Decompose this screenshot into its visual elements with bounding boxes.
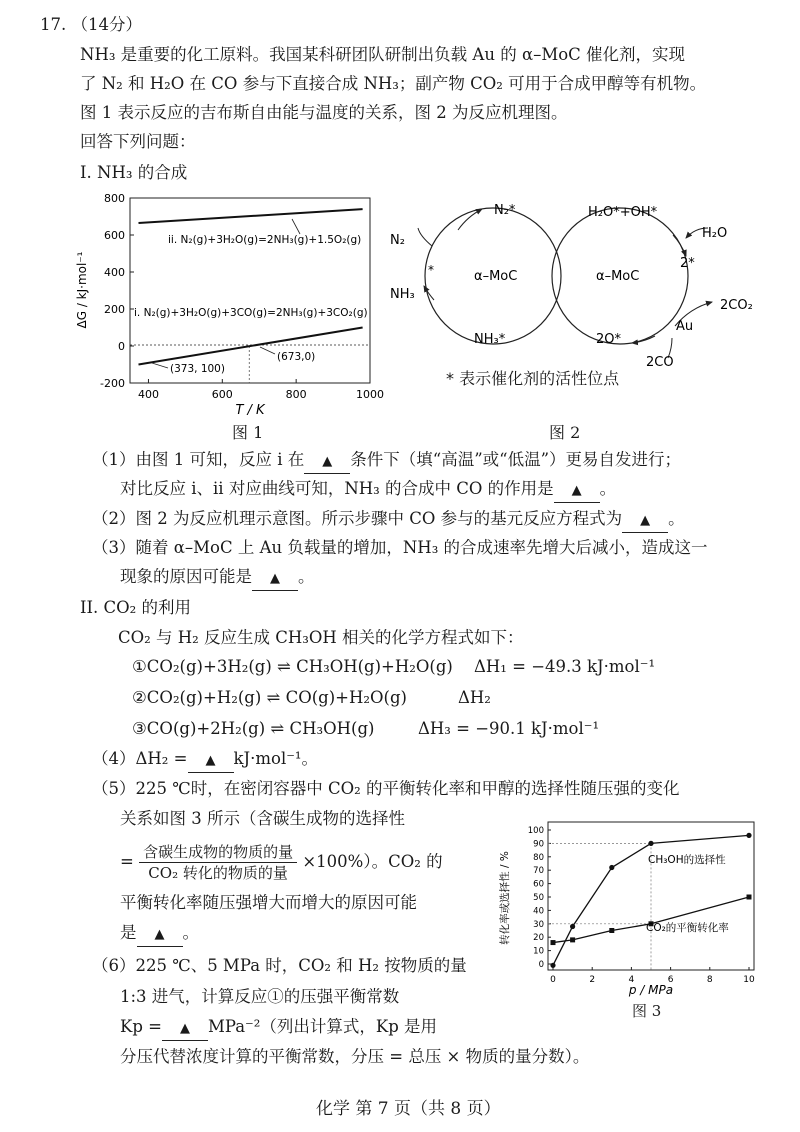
q3-text-b: 现象的原因可能是 — [120, 567, 252, 586]
q6-line-3 — [120, 1016, 437, 1041]
answer-blank-q6[interactable]: ▲ — [162, 1018, 208, 1041]
n2star-label: N₂* — [494, 203, 516, 218]
section-2-intro: CO₂ 与 H₂ 反应生成 CH₃OH 相关的化学方程式如下： — [118, 628, 524, 647]
q2-text-a: （2）图 2 为反应机理示意图。所示步骤中 CO 参与的基元反应方程式为 — [92, 509, 623, 528]
x-tick-label: 2 — [589, 975, 596, 985]
y-tick-label: 0 — [538, 960, 544, 970]
ch3oh-point — [746, 833, 751, 838]
twostar-label: 2* — [680, 256, 695, 271]
x-tick-label: 8 — [706, 975, 713, 985]
figure-1-caption: 图 1 — [232, 423, 264, 442]
page-footer: 化学 第 7 页（共 8 页） — [316, 1099, 501, 1119]
y-tick-label: -200 — [100, 377, 125, 390]
y-tick-label: 80 — [533, 852, 544, 863]
q5-percent-text: ×100%）。CO₂ 的 — [302, 852, 443, 871]
q5-text-d: 是 — [120, 923, 137, 942]
q5-line-1: （5）225 ℃时，在密闭容器中 CO₂ 的平衡转化率和甲醇的选择性随压强的变化 — [92, 779, 680, 798]
q5-line-4: 平衡转化率随压强增大而增大的原因可能 — [120, 893, 417, 912]
y-tick-label: 10 — [533, 946, 544, 957]
x-tick-label: 400 — [137, 388, 159, 401]
co-label: 2CO — [646, 355, 674, 370]
q1-text-b: 条件下（填“高温”或“低温”）更易自发进行； — [350, 450, 682, 469]
answer-blank-q2[interactable]: ▲ — [622, 510, 668, 533]
ch3oh-point — [648, 841, 653, 846]
y-tick-label: 800 — [104, 192, 125, 205]
right-catalyst-label: α–MoC — [596, 269, 640, 284]
section-1-title: I. NH₃ 的合成 — [80, 163, 188, 182]
answer-blank-q3[interactable]: ▲ — [252, 568, 298, 591]
q5-text-e: 。 — [182, 923, 199, 942]
figure-2-note: * 表示催化剂的活性位点 — [446, 369, 620, 388]
co2-series-label: CO₂的平衡转化率 — [646, 922, 729, 934]
x-tick-label: 6 — [667, 975, 674, 985]
q6-line-4: 分压代替浓度计算的平衡常数，分压 = 总压 × 物质的量分数）。 — [120, 1047, 590, 1066]
equation-2: ②CO₂(g)+H₂(g) ⇌ CO(g)+H₂O(g) — [132, 688, 407, 707]
nh3star-label: NH₃* — [474, 332, 506, 347]
y-tick-label: 90 — [533, 839, 544, 850]
point-373-label: (373, 100) — [170, 363, 225, 375]
co2-point — [609, 928, 614, 933]
figure-3-chart — [498, 818, 768, 1000]
figure-1-xlabel: T / K — [235, 403, 265, 418]
co2-point — [570, 937, 575, 942]
q2-text-b: 。 — [668, 509, 685, 528]
figure-3-ylabel: 转化率或选择性 / % — [499, 851, 511, 945]
figure-1-chart — [70, 190, 390, 420]
equation-3: ③CO(g)+2H₂(g) ⇌ CH₃OH(g) — [132, 719, 375, 738]
intro-line-1: NH₃ 是重要的化工原料。我国某科研团队研制出负载 Au 的 α–MoC 催化剂，实现 — [80, 45, 686, 64]
q5-eq-sign: = — [120, 852, 134, 871]
y-tick-label: 50 — [533, 893, 544, 903]
y-tick-label: 20 — [533, 933, 544, 944]
h2o-label: H₂O — [702, 226, 728, 241]
answer-blank-q1b[interactable]: ▲ — [554, 480, 600, 503]
series-i-label: i. N₂(g)+3H₂O(g)+3CO(g)=2NH₃(g)+3CO₂(g) — [134, 307, 368, 319]
h2ostar-label: H₂O*+OH* — [588, 205, 658, 220]
y-tick-label: 30 — [533, 919, 544, 930]
q3-text-c: 。 — [298, 567, 315, 586]
2ostar-label: 2O* — [596, 332, 622, 347]
star-label: * — [428, 263, 434, 277]
q4-text-b: kJ·mol⁻¹。 — [233, 749, 319, 768]
intro-line-3: 图 1 表示反应的吉布斯自由能与温度的关系，图 2 为反应机理图。 — [80, 103, 568, 122]
q5-line-5 — [120, 922, 199, 947]
y-tick-label: 40 — [533, 906, 544, 917]
equation-2-dh: ΔH₂ — [458, 688, 491, 707]
q4-line — [92, 748, 318, 773]
question-header — [40, 14, 142, 36]
x-tick-label: 800 — [285, 388, 307, 401]
figure-2-caption: 图 2 — [549, 423, 581, 442]
co2-point — [747, 895, 752, 900]
x-tick-label: 4 — [628, 975, 635, 985]
q1-text-c: 对比反应 i、ii 对应曲线可知，NH₃ 的合成中 CO 的作用是 — [120, 479, 554, 498]
question-score: （14分） — [71, 15, 142, 34]
n2-label: N₂ — [390, 233, 405, 248]
x-tick-label: 600 — [211, 388, 233, 401]
y-tick-label: 70 — [533, 866, 544, 877]
q5-line-2: 关系如图 3 所示（含碳生成物的选择性 — [120, 809, 405, 828]
point-673-pointer — [260, 347, 275, 354]
q6-line-1: （6）225 ℃、5 MPa 时，CO₂ 和 H₂ 按物质的量 — [92, 956, 467, 975]
q2-line — [92, 508, 685, 533]
series-i-line — [138, 328, 362, 365]
q3-line-2 — [120, 566, 315, 591]
y-tick-label: 600 — [104, 229, 125, 242]
point-373-pointer — [152, 363, 168, 368]
series-ii-label: ii. N₂(g)+3H₂O(g)=2NH₃(g)+1.5O₂(g) — [168, 234, 362, 246]
fraction-numerator: 含碳生成物的物质的量 — [139, 842, 297, 863]
x-tick-label: 10 — [743, 975, 755, 985]
selectivity-fraction — [139, 842, 297, 883]
ch3oh-point — [570, 924, 575, 929]
answer-blank-q4[interactable]: ▲ — [188, 750, 234, 773]
y-tick-label: 0 — [118, 340, 125, 353]
series-ii-line — [138, 209, 362, 223]
n2-entry-arrow — [418, 228, 432, 246]
q4-text-a: （4）ΔH₂ = — [92, 749, 188, 768]
au-label: Au — [676, 319, 694, 334]
equation-3-dh: ΔH₃ = −90.1 kJ·mol⁻¹ — [418, 719, 600, 738]
fraction-denominator: CO₂ 转化的物质的量 — [148, 864, 288, 882]
q6-kp-label: Kp = — [120, 1017, 162, 1036]
figure-3-caption: 图 3 — [632, 1002, 662, 1020]
q6-text-c2: MPa⁻²（列出计算式，Kp 是用 — [207, 1017, 438, 1036]
y-tick-label: 100 — [527, 826, 544, 836]
q5-fraction-line — [120, 842, 443, 883]
x-tick-label: 1000 — [356, 388, 384, 401]
co2-label: 2CO₂ — [720, 298, 753, 313]
equation-1: ①CO₂(g)+3H₂(g) ⇌ CH₃OH(g)+H₂O(g) — [132, 657, 453, 676]
equation-1-dh: ΔH₁ = −49.3 kJ·mol⁻¹ — [474, 657, 656, 676]
series-ii-pointer — [292, 219, 300, 234]
answer-blank-q5[interactable]: ▲ — [137, 924, 183, 947]
ch3oh-point — [609, 865, 614, 870]
answer-blank-q1a[interactable]: ▲ — [304, 451, 350, 474]
q6-line-2: 1:3 进气，计算反应①的压强平衡常数 — [120, 987, 400, 1006]
figure-3-xlabel: p / MPa — [628, 983, 674, 997]
q3-line-1: （3）随着 α–MoC 上 Au 负载量的增加，NH₃ 的合成速率先增大后减小，造成这一 — [92, 538, 708, 557]
y-tick-label: 200 — [104, 303, 125, 316]
figure-1-ylabel: ΔG / kJ·mol⁻¹ — [75, 251, 89, 329]
ch3oh-point — [550, 963, 555, 968]
q1-line-1 — [92, 449, 681, 474]
point-673-label: (673,0) — [277, 351, 316, 363]
section-2-title: II. CO₂ 的利用 — [80, 598, 192, 617]
q1-text-d: 。 — [599, 479, 617, 498]
left-catalyst-label: α–MoC — [474, 269, 518, 284]
intro-line-4: 回答下列问题： — [80, 132, 196, 151]
intro-line-2: 了 N₂ 和 H₂O 在 CO 参与下直接合成 NH₃；副产物 CO₂ 可用于合成甲醇等有机物。 — [80, 74, 707, 93]
co2-point — [551, 940, 556, 945]
ch3oh-series-label: CH₃OH的选择性 — [648, 854, 726, 866]
question-number: 17. — [40, 15, 67, 34]
y-tick-label: 400 — [104, 266, 125, 279]
q1-line-2 — [120, 478, 616, 503]
q1-text-a: （1）由图 1 可知，反应 i 在 — [92, 450, 305, 469]
x-tick-label: 0 — [550, 975, 556, 985]
y-tick-label: 60 — [533, 879, 544, 890]
nh3-label: NH₃ — [390, 287, 415, 302]
